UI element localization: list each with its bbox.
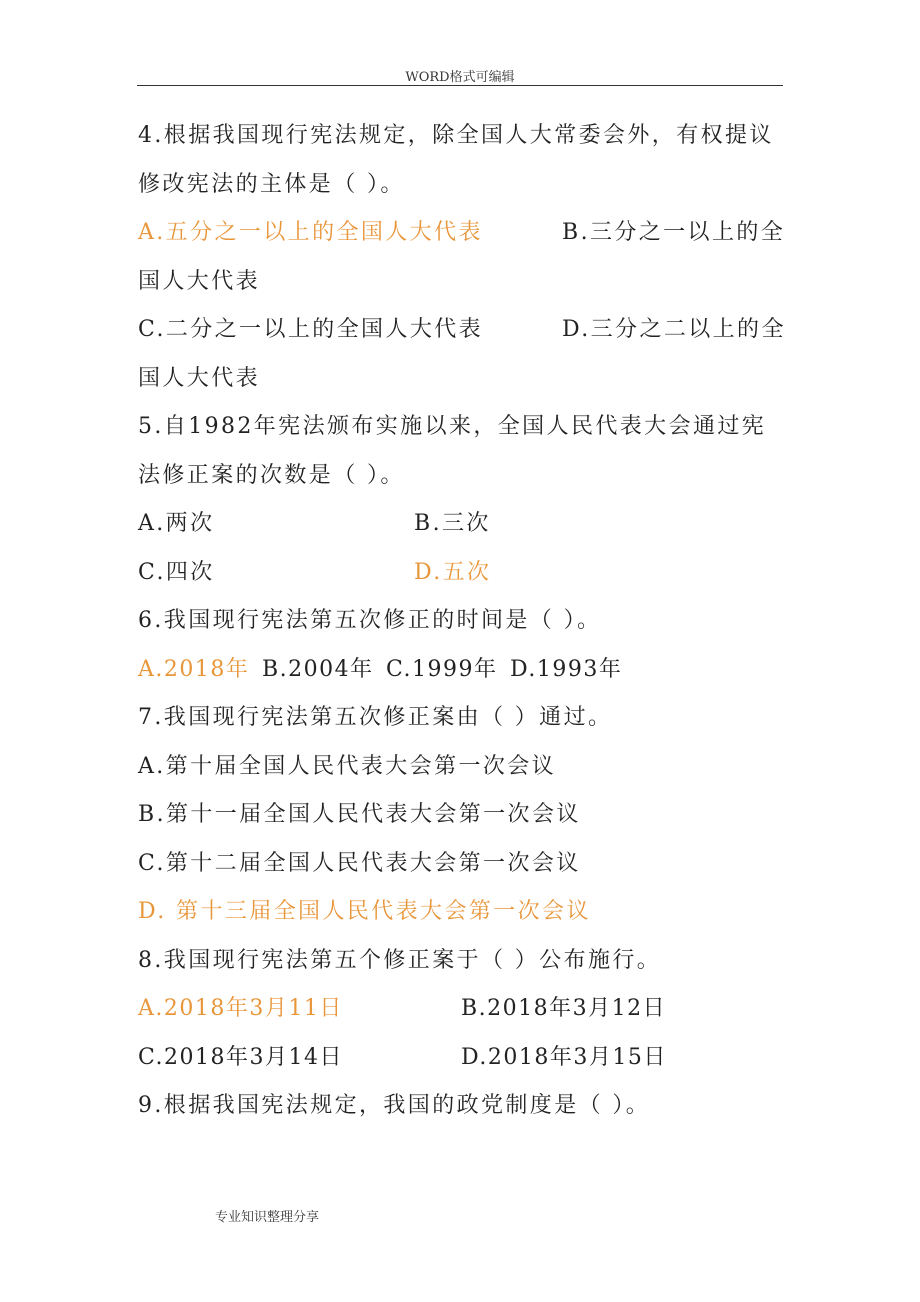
question-8-options-ab [138, 985, 788, 1034]
question-8-option-a: A.2018年3月11日 [138, 996, 343, 1021]
question-5-options-cd [138, 549, 788, 598]
question-8-option-d: D.2018年3月15日 [461, 1044, 667, 1070]
question-7-option-b: B.第十一届全国人民代表大会第一次会议 [138, 802, 581, 827]
question-4-options-ab [138, 209, 788, 258]
question-7-stem: 7.我国现行宪法第五次修正案由（ ）通过。 [138, 705, 613, 730]
question-6-option-c: C.1999年 [386, 656, 498, 682]
question-6-stem: 6.我国现行宪法第五次修正的时间是（ ）。 [138, 608, 602, 633]
question-7-option-a: A.第十届全国人民代表大会第一次会议 [138, 753, 557, 779]
question-4-option-c: C.二分之一以上的全国人大代表 [138, 317, 484, 342]
question-5-options-ab [138, 500, 788, 549]
question-8-option-b: B.2018年3月12日 [461, 996, 667, 1021]
question-5-option-d: D.五次 [414, 559, 492, 585]
document-body [138, 112, 788, 1131]
question-5-stem-line-2: 法修正案的次数是（ ）。 [138, 462, 405, 488]
question-4-options-cd [138, 306, 788, 355]
question-5-option-b: B.三次 [414, 511, 491, 536]
question-4-option-d: D.三分之二以上的全 [562, 317, 786, 342]
question-9-stem: 9.根据我国宪法规定，我国的政党制度是（ ）。 [138, 1093, 651, 1118]
header-divider [137, 85, 783, 86]
question-7-option-d: D. 第十三届全国人民代表大会第一次会议 [138, 899, 591, 924]
question-5-option-a: A.两次 [138, 511, 215, 536]
question-6-option-d: D.1993年 [510, 656, 623, 682]
question-6-option-a: A.2018年 [138, 656, 250, 682]
question-4-option-b-continued: 国人大代表 [138, 268, 261, 294]
question-4-option-a: A.五分之一以上的全国人大代表 [138, 220, 483, 245]
question-4-option-d-continued: 国人大代表 [138, 365, 261, 391]
question-4-stem-line-2: 修改宪法的主体是（ ）。 [138, 171, 405, 197]
question-5-stem-line-1: 5.自1982年宪法颁布实施以来，全国人民代表大会通过宪 [138, 414, 767, 439]
question-8-option-c: C.2018年3月14日 [138, 1044, 344, 1070]
question-7-option-c: C.第十二届全国人民代表大会第一次会议 [138, 850, 581, 876]
question-5-option-c: C.四次 [138, 559, 215, 585]
page-header: WORD格式可编辑 [405, 70, 515, 85]
question-8-options-cd [138, 1034, 788, 1083]
question-6-option-b: B.2004年 [262, 656, 374, 682]
question-4-stem-line-1: 4.根据我国现行宪法规定，除全国人大常委会外，有权提议 [138, 123, 774, 148]
question-8-stem: 8.我国现行宪法第五个修正案于（ ）公布施行。 [138, 947, 662, 973]
page-footer: 专业知识整理分享 [215, 1210, 320, 1225]
question-6-options [138, 646, 788, 695]
question-4-option-b: B.三分之一以上的全 [562, 220, 786, 245]
